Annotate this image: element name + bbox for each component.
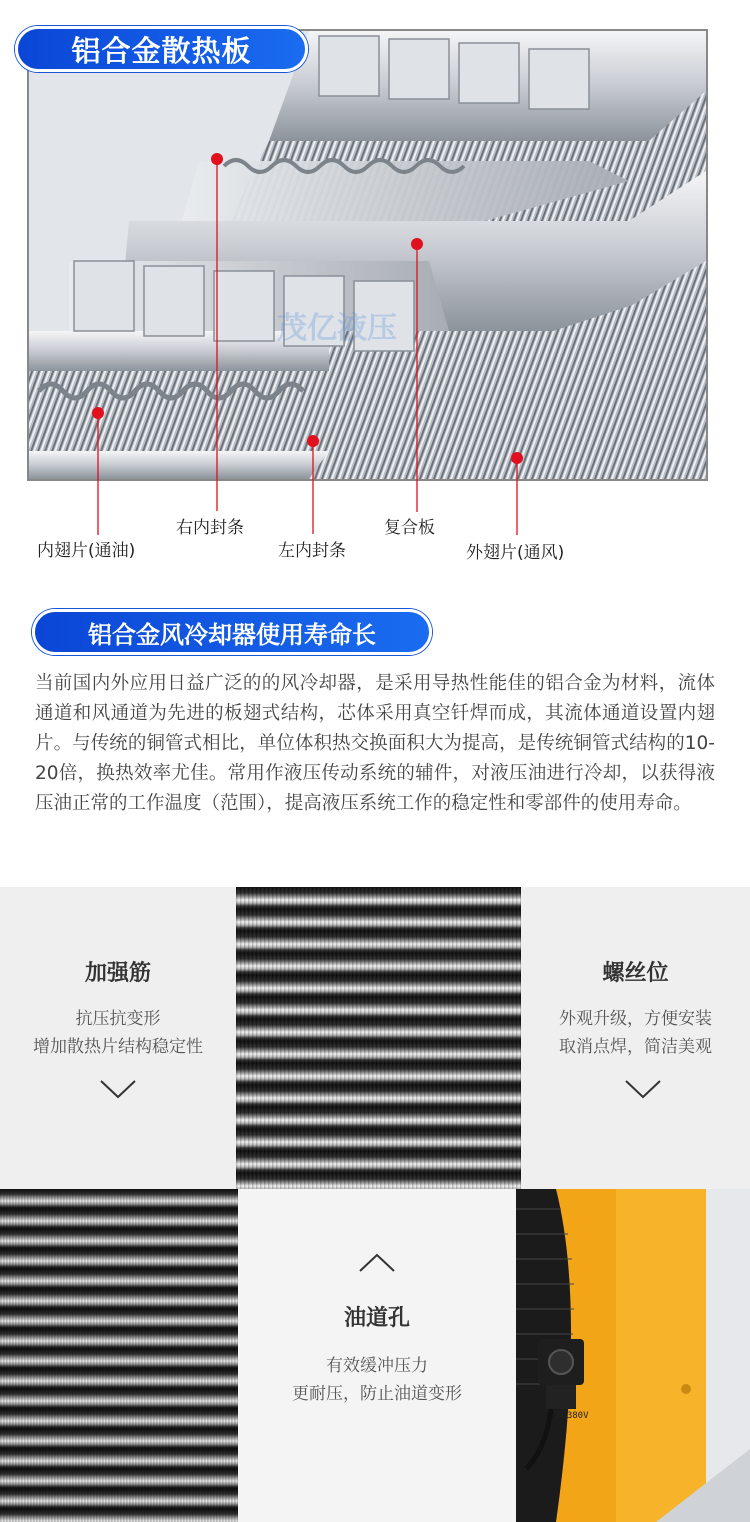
watermark: 茂亿液压	[277, 311, 397, 346]
fin-closeup-image	[236, 887, 521, 1189]
heat-sink-section	[0, 0, 750, 590]
feature-screw-line2: 取消点焊，简洁美观	[559, 1037, 712, 1057]
description-paragraph: 当前国内外应用日益广泛的的风冷却器，是采用导热性能佳的铝合金为材料，流体通道和风通道为先进的板翅式结构，芯体采用真空钎焊而成，其流体通道设置内翅片。与传统的铜管式相比，单位体积热交换面积大为提高，是传统铜管式结构的10-20倍，换热效率尤佳。常用作液压传动系统的辅件，对液压油进行冷却，以获得液压油正常的工作温度（范围），提高液压系统工作的稳定性和零部件的使用寿命。	[35, 673, 715, 814]
feature-rib-card	[0, 887, 236, 1189]
feature-oil-hole-title: 油道孔	[343, 1306, 410, 1331]
label-outer-fin: 外翅片(通风)	[466, 543, 565, 563]
feature-rib-title: 加强筋	[84, 961, 151, 986]
feature-screw-line1: 外观升级，方便安装	[559, 1009, 712, 1029]
dot-inner-fin	[92, 407, 104, 419]
dot-left-seal	[307, 435, 319, 447]
feature-rib-line1: 抗压抗变形	[75, 1009, 161, 1029]
section-title-pill: 铝合金散热板	[15, 26, 308, 72]
dot-outer-fin	[511, 452, 523, 464]
label-composite-plate: 复合板	[384, 518, 435, 538]
cooler-unit-drawing	[516, 1189, 750, 1522]
chevron-up-icon	[357, 1251, 397, 1275]
voltage-label: AC380V	[556, 1411, 589, 1421]
chevron-down-icon	[623, 1077, 663, 1101]
label-left-seal: 左内封条	[278, 541, 346, 561]
feature-oil-hole-line1: 有效缓冲压力	[326, 1356, 428, 1376]
feature-oil-hole-line2: 更耐压，防止油道变形	[292, 1384, 462, 1404]
callout-lines	[0, 0, 750, 590]
lifespan-title-pill: 铝合金风冷却器使用寿命长	[32, 609, 432, 655]
feature-rib-line2: 增加散热片结构稳定性	[33, 1037, 203, 1057]
dot-right-seal	[211, 153, 223, 165]
label-inner-fin: 内翅片(通油)	[37, 541, 136, 561]
feature-screw-card	[521, 887, 750, 1189]
feature-screw-title: 螺丝位	[602, 961, 669, 986]
fin-side-image	[0, 1189, 238, 1522]
label-right-seal: 右内封条	[176, 518, 244, 538]
feature-oil-hole-card	[238, 1189, 516, 1522]
cooler-unit-image	[516, 1189, 750, 1522]
dot-composite-plate	[411, 238, 423, 250]
chevron-down-icon	[98, 1077, 138, 1101]
